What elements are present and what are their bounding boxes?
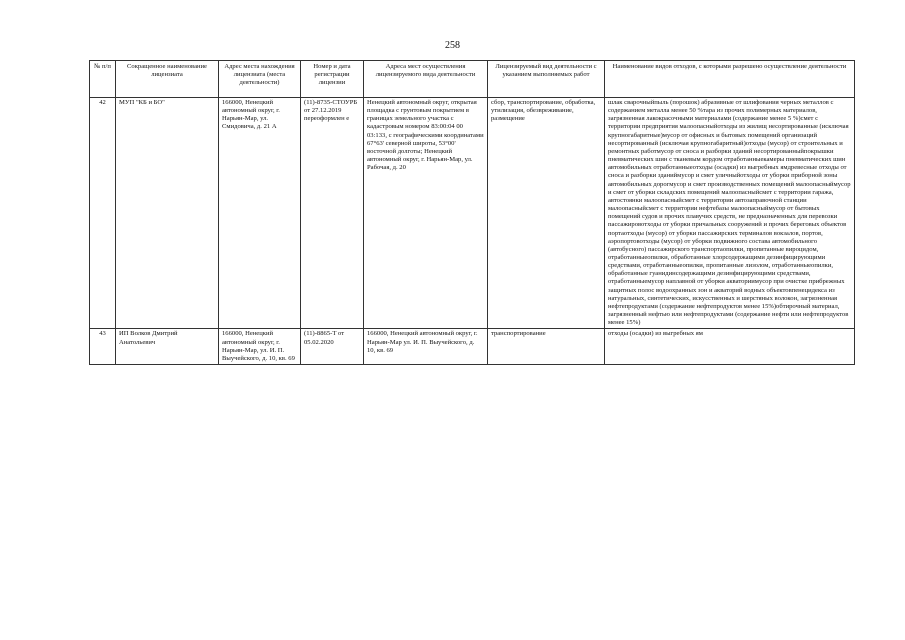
cell-activity-places: Ненецкий автономный округ, открытая площадка с грунтовым покрытием в границах земельного участка с кадастровым номером 83:00:04 00 03:133, с географическими координатами 67°63' северной широты, 53°00' восточной долготы; Ненецкий автономный округ, г. Нарьян-Мар, ул. Рабочая, д. 20	[364, 98, 488, 329]
cell-number: 43	[90, 329, 116, 365]
cell-licensee-name: ИП Волков Дмитрий Анатольевич	[116, 329, 219, 365]
table-row	[90, 98, 855, 329]
header-activity-places: Адреса мест осуществления лицензируемого вида деятельности	[364, 61, 488, 98]
cell-licensee-address: 166000, Ненецкий автономный округ, г. Нарьян-Мар, ул. Смидовича, д. 21 А	[219, 98, 301, 329]
header-licensee-name: Сокращенное наименование лицензиата	[116, 61, 219, 98]
header-waste-types: Наименование видов отходов, с которыми разрешено осуществление деятельности	[605, 61, 855, 98]
page-number: 258	[445, 40, 460, 51]
header-licensee-address: Адрес места нахождения лицензиата (места деятельности)	[219, 61, 301, 98]
header-activity-type: Лицензируемый вид деятельности с указанием выполняемых работ	[488, 61, 605, 98]
cell-activity-type: транспортирование	[488, 329, 605, 365]
header-number: № п/п	[90, 61, 116, 98]
cell-activity-places: 166000, Ненецкий автономный округ, г. Нарьян-Мар ул. И. П. Выучейского, д. 10, кв. 69	[364, 329, 488, 365]
cell-license-number-date: (11)-8865-Т от 05.02.2020	[301, 329, 364, 365]
license-register-table	[89, 60, 855, 365]
table-row	[90, 329, 855, 365]
cell-licensee-address: 166000, Ненецкий автономный округ, г. Нарьян-Мар, ул. И. П. Выучейского, д. 10, кв. 69	[219, 329, 301, 365]
cell-activity-type: сбор, транспортирование, обработка, утилизация, обезвреживание, размещение	[488, 98, 605, 329]
cell-number: 42	[90, 98, 116, 329]
table-header-row	[90, 61, 855, 98]
header-license-number-date: Номер и дата регистрации лицензии	[301, 61, 364, 98]
cell-license-number-date: (11)-8735-СТОУРБ от 27.12.2019 переоформлен е	[301, 98, 364, 329]
cell-waste-types: отходы (осадки) из выгребных ям	[605, 329, 855, 365]
cell-licensee-name: МУП "КБ и БО"	[116, 98, 219, 329]
cell-waste-types: шлак сварочныйпыль (порошок) абразивные от шлифования черных металлов с содержанием металла менее 50 %тара из прочих полимерных материалов, загрязненная лакокрасочными материалами (содержание менее 5 %)смет с территории предприятия малоопасныйотходы из жилищ несортированные (исключая крупногабаритные)мусор от офисных и бытовых помещений организаций несортированный (исключая крупногабаритный)отходы (мусор) от строительных и ремонтных работмусор от сноса и разборки зданий несортированныйпокрышки пневматических шин с тканевым кордом отработанныекамеры пневматических шин автомобильных отработанныеотходы (осадки) из выгребных ямдревесные отходы от сноса и разборки зданиймусор и смет уличныйотходы от уборки приборной зоны автомобильных дорогмусор и смет производственных помещений малоопасныймусор и смет от уборки складских помещений малоопасныйсмет с территории гаража, автостоянки малоопасныйсмет с территории автозаправочной станции малоопасныйсмет с территории нефтебазы малоопасныймусор от бытовых помещений судов и прочих плавучих средств, не предназначенных для перевозки пассажировотходы от уборки причальных сооружений и прочих береговых объектов портаотходы (мусор) от уборки пассажирских терминалов вокзалов, портов, аэропортовотходы (мусор) от уборки подвижного состава автомобильного (автобусного) пассажирского транспортаопилки, пропитанные вироцидом, отработанныеопилки, обработанные хлорсодержащими дезинфицирующими средствами, отработанныеопилки, пропитанные лизолом, отработанныеопилки, обработанные гуанидинсодержащими дезинфицирующими средствами, отработанныемусор наплавной от уборки акваториимусор при очистке прибрежных защитных полос водоохранных зон и акваторий водных объектовпенецидекса из натуральных, синтетических, искусственных и шерстяных волокон, загрязненная нефтепродуктами (содержание нефтепродуктов менее 15%)обтирочный материал, загрязненный нефтью или нефтепродуктами (содержание нефти или нефтепродуктов менее 15%)	[605, 98, 855, 329]
